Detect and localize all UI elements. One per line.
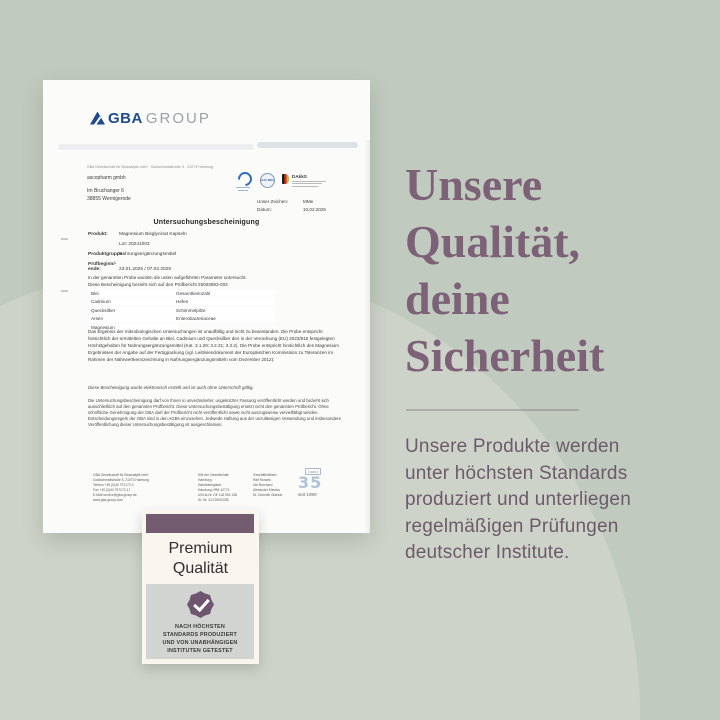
anniversary-caption: seit 1989 xyxy=(298,492,317,497)
recipient-name: ascopharm gmbh xyxy=(87,175,126,181)
dakks-flag-icon xyxy=(282,174,289,184)
disclaimer-paragraph: Die Untersuchungsbescheinigung darf von Ihnen in unveränderter, ungekürzter Fassung veröffentlicht werden und bezieht sich ausschließlich auf den genannten Prüfbericht. Diese Untersuchungsbestätigung ersetzt nicht den genannten Prüfbericht. Ohne schriftliche Genehmigung der GBA darf der Prüfbericht nicht veröffentlicht sowie nicht auszugsweise vervielfältigt werden. Entscheidungsregeln der GBA sind in den AGBs einzusehen. Jedwede Haftung aus der unzulässigen Verwendung und insbesondere Veröffentlichung dieser Untersuchungsbestätigung ist ausgeschlossen. xyxy=(88,398,341,427)
intro-text: In der genannten Probe wurden die unten aufgeführten Parameter untersucht. Diese Bescheinigung bezieht sich auf den Prüfbericht 25003693-003 xyxy=(88,275,247,287)
qs-logo-caption-line xyxy=(236,187,250,188)
fold-mark xyxy=(61,290,68,292)
premium-quality-badge xyxy=(142,510,259,664)
gba-group-logo xyxy=(90,110,211,126)
page-indicator: 1 von 1 xyxy=(305,468,321,475)
parameter-item: Enterobacteriaceae xyxy=(173,315,275,322)
badge-caps-text: NACH HÖCHSTEN STANDARDS PRODUZIERT UND VON UNABHÄNGIGEN INSTITUTEN GETESTET xyxy=(162,624,238,654)
scan-band xyxy=(58,144,254,150)
heading-divider xyxy=(406,409,579,411)
parameter-item: Quecksilber xyxy=(88,307,178,314)
dakks-logo xyxy=(282,173,352,189)
parameter-item: Magnesium xyxy=(88,324,178,331)
recipient-city: 38855 Wernigerode xyxy=(87,195,131,202)
footer-registry-column: Sitz der Gesellschaft: Hamburg Handelsregister: Hamburg HRB 42774 USt-Id.Nr. DE 118 554 138 St.-Nr. 41/725/00338 xyxy=(198,473,237,502)
scan-band xyxy=(257,142,358,148)
dakks-caption-line xyxy=(292,181,326,182)
badge-title: Premium Qualität xyxy=(168,540,233,577)
ilac-mra-logo: ILAC-MRA xyxy=(260,173,275,188)
parameter-item: Schimmelpilze xyxy=(173,307,275,314)
fold-mark xyxy=(61,238,68,240)
reference-label: Unser Zeichen: xyxy=(257,199,289,204)
main-heading: Unsere Qualität, deine Sicherheit xyxy=(405,159,605,381)
parameter-list-left xyxy=(88,290,178,332)
parameter-item: Gesamtkeimzahl xyxy=(173,290,275,297)
footer-management-column: Geschäftsführer: Ralf Russek Ute Burchard Alexander Kietzka Dr. Dominik Glaeser xyxy=(253,473,283,497)
dakks-caption-line xyxy=(292,186,318,187)
dakks-logo-text: DAkkS xyxy=(292,174,307,179)
sender-line: GBA Gesellschaft für Bioanalytik mbH · Goldschmidtstraße 5 · 21073 Hamburg xyxy=(87,165,213,169)
qs-logo-caption-line xyxy=(238,190,248,191)
certificate-document xyxy=(43,80,370,533)
recipient-street: Im Bruchanger 6 xyxy=(87,188,124,194)
quality-description: Unsere Produkte werden unter höchsten Standards produziert und unterliegen regelmäßigen Prüfungen deutscher Institute. xyxy=(405,436,631,563)
electronic-validity-note: Diese Bescheinigung wurde elektronisch erstellt und ist auch ohne Unterschrift gültig. xyxy=(88,385,254,390)
parameter-item: Cadmium xyxy=(88,298,178,305)
reference-value: MMe xyxy=(303,199,314,204)
gba-logo-text: GBA xyxy=(108,109,143,127)
parameter-item: Blei xyxy=(88,290,178,297)
accreditation-logos xyxy=(236,170,356,196)
check-seal-icon xyxy=(187,591,214,618)
parameter-item: Hefen xyxy=(173,298,275,305)
parameter-list-right xyxy=(173,290,275,324)
badge-detail-panel xyxy=(146,584,254,659)
field-produktgruppe: Produktgruppe:Nahrungsergänzungsmittel xyxy=(88,252,177,257)
qs-certified-lab-logo xyxy=(235,169,255,189)
badge-header-bar xyxy=(146,514,254,533)
field-pruefzeitraum: Prüfbeginn/-ende: 23.01.2025 / 07.02.2025 xyxy=(88,262,172,272)
date-label: Datum: xyxy=(257,207,272,212)
result-paragraph: Das Ergebnis der mikrobiologischen Untersuchungen ist unauffällig und nicht zu beanstanden. Die Probe entspricht hinsichtlich der ermittelten Gehalte an Blei, Cadmium und Quecksilber den in der Verordnung (EU) 2023/915 festgelegten Höchstgehalten für Nahrungsergänzungsmittel (Kat. 3.1.28; 3.2.21; 3.3.2). Die Probe entspricht hinsichtlich des Magnesium Ergebnisses der Angabe auf der Fertigpackung (vgl. Leitliniendokument der Europäischen Kommission zu Toleranzen im Rahmen der Nährwertkennzeichnung in Nahrungsergänzungsmitteln vom Dezember 2012). xyxy=(88,329,340,362)
gba-logo-group-text: GROUP xyxy=(145,109,211,127)
certificate-title: Untersuchungsbescheinigung xyxy=(153,219,260,226)
dakks-caption-line xyxy=(292,183,322,184)
field-produkt: Produkt: Magnesium Bisglycinat Kapseln xyxy=(88,232,187,237)
footer-company-column: GBA Gesellschaft für Bioanalytik mbH Goldschmidtstraße 5, 21073 Hamburg Telefon +49 (0)40 797172-0 Fax +49 (0)40 797172-17 E-Mail service@gba-group.de www.gba-group.com xyxy=(93,473,149,502)
date-value: 10.02.2025 xyxy=(303,207,326,212)
anniversary-logo: 35 xyxy=(298,473,323,492)
parameter-item: Arsen xyxy=(88,315,178,322)
gba-triangle-icon xyxy=(90,112,105,125)
field-lot: Lot: 20241002 xyxy=(119,242,150,247)
